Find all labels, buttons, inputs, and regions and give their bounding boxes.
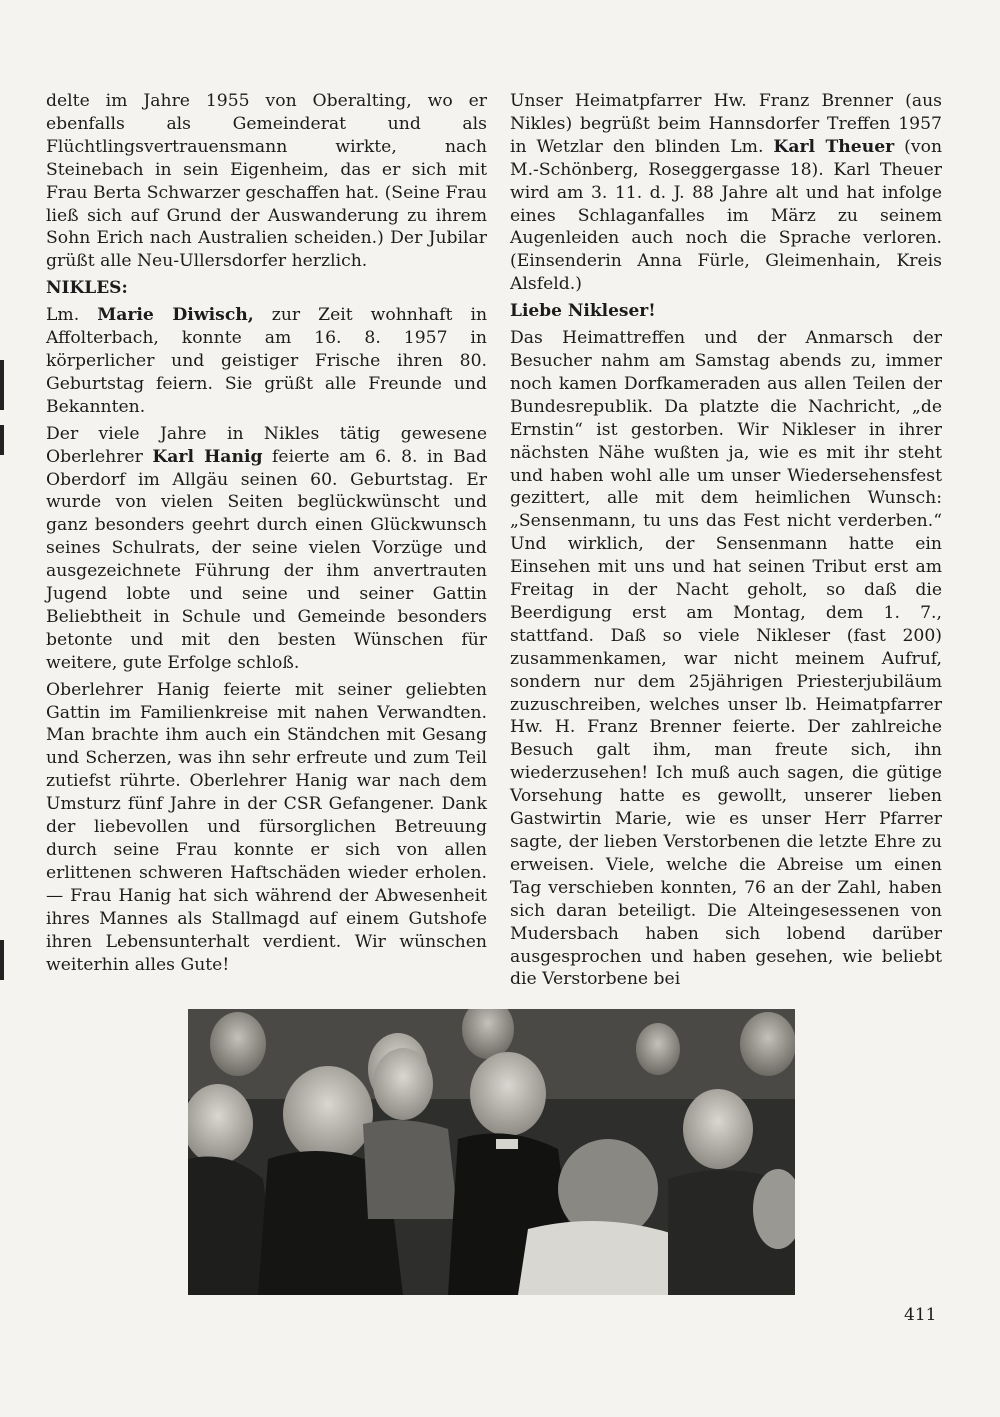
text: (von M.-Schönberg, Roseggergasse 18). Karl Theuer wird am 3. 11. d. J. 88 Jahre alt und hat infolge eines Schlaganfalles im März zu seinem Augenleiden auch noch die Sprache verloren. (Einsenderin Anna Fürle, Gleimenhain, Kreis Alsfeld.) [510, 136, 943, 295]
paragraph-heimattreffen: Das Heimattreffen und der Anmarsch der Besucher nahm am Samstag abends zu, immer noch kamen Dorfkameraden aus allen Teilen der Bundesrepublik. Da platzte die Nachricht, „de Ernstin“ ist gestorben. Wir Nikleser in ihrer nächsten Nähe wußten ja, wie es mit ihr steht und haben wohl alle um unser Wiedersehensfest gezittert, alle mit dem heimlichen Wunsch: „Sensenmann, tu uns das Fest nicht verderben.“ Und wirklich, der Sensenmann hatte ein Einsehen mit uns und hat seinen Tribut erst am Freitag in der Nacht geholt, so daß die Beerdigung erst am Montag, dem 1. 7., stattfand. Daß so viele Nikleser (fast 200) zusammenkamen, war nicht meinem Aufruf, sondern nur dem 25jährigen Priesterjubiläum zuzuschreiben, welches unser lb. Heimatpfarrer Hw. H. Franz Brenner feierte. Der zahlreiche Besuch galt ihm, man freute sich, ihn wiederzusehen! Ich muß auch sagen, die gütige Vorsehung hatte es gewollt, unserer lieben Gastwirtin Marie, wie es unser Herr Pfarrer sagte, der lieben Verstorbenen die letzte Ehre zu erweisen. Viele, welche die Abreise um einen Tag verschieben konnten, 76 an der Zahl, haben sich daran beteiligt. Die Alteingesessenen von Mudersbach haben sich lobend darüber ausgesprochen und haben gesehen, wie beliebt die Verstorbene bei [510, 328, 942, 990]
person-name: Karl Hanig [152, 446, 263, 467]
page-number: 411 [904, 1305, 937, 1325]
text: zur Zeit wohnhaft in Affolterbach, konnte am 16. 8. 1957 in körperlicher und geistiger Frische ihren 80. Geburtstag feiern. Sie grüßt alle Freunde und Bekannten. [46, 305, 488, 417]
text: Unser Heimatpfarrer Hw. Franz Brenner (aus Nikles) begrüßt beim Hannsdorfer Treffen 1957 in Wetzlar den blinden Lm. [510, 91, 942, 157]
person-name: Karl Theuer [773, 136, 895, 157]
paragraph-hanig-celebration: Oberlehrer Hanig feierte mit seiner geliebten Gattin im Familienkreise mit nahen Verwandten. Man brachte ihm auch ein Ständchen mit Gesang und Scherzen, was ihn sehr erfreute und zum Teil zutiefst rührte. Oberlehrer Hanig war nach dem Umsturz fünf Jahre in der CSR Gefangener. Dank der liebevollen und fürsorglichen Betreuung durch seine Frau konnte er sich von allen erlittenen schweren Haftschäden wieder erholen. — Frau Hanig hat sich während der Abwesenheit ihres Mannes als Stallmagd auf einem Gutshofe ihren Lebensunterhalt verdient. Wir wünschen weiterhin alles Gute! [46, 679, 487, 975]
text: Lm. [46, 305, 98, 326]
paragraph-karl-hanig [46, 423, 487, 675]
scan-margin-mark [0, 940, 4, 980]
scan-margin-mark [0, 360, 4, 410]
right-column [510, 90, 942, 995]
photo-illustration [188, 1009, 795, 1295]
left-column [46, 90, 487, 980]
paragraph-steinebach: delte im Jahre 1955 von Oberalting, wo er ebenfalls als Gemeinderat und als Flüchtlingsvertrauensmann wirkte, nach Steinebach in sein Eigenheim, das er sich mit Frau Berta Schwarzer geschaffen hat. (Seine Frau ließ sich auf Grund der Auswanderung zu ihrem Sohn Erich nach Australien scheiden.) Der Jubilar grüßt alle Neu-Ullersdorfer herzlich. [46, 91, 487, 272]
scan-margin-mark [0, 425, 4, 455]
text: Der viele Jahre in Nikles tätig gewesene Oberlehrer [46, 423, 487, 467]
person-name: Marie Diwisch, [97, 305, 254, 326]
group-photograph [188, 1009, 795, 1295]
section-heading-nikles: NIKLES: [46, 278, 128, 299]
paragraph-karl-theuer [510, 90, 942, 296]
text: feierte am 6. 8. in Bad Oberdorf im Allgäu seinen 60. Geburtstag. Er wurde von vielen Seiten beglückwünscht und ganz besonders geehrt durch einen Glückwunsch seines Schulrats, der seine vielen Vorzüge und ausgezeichnete Führung der ihm anvertrauten Jugend lobte und seine und seiner Gattin Beliebtheit in Schule und Gemeinde besonders betonte und mit den besten Wünschen für weitere, gute Erfolge schloß. [46, 446, 487, 673]
section-heading-liebe-nikleser: Liebe Nikleser! [510, 301, 656, 322]
paragraph-marie-diwisch [46, 304, 487, 419]
